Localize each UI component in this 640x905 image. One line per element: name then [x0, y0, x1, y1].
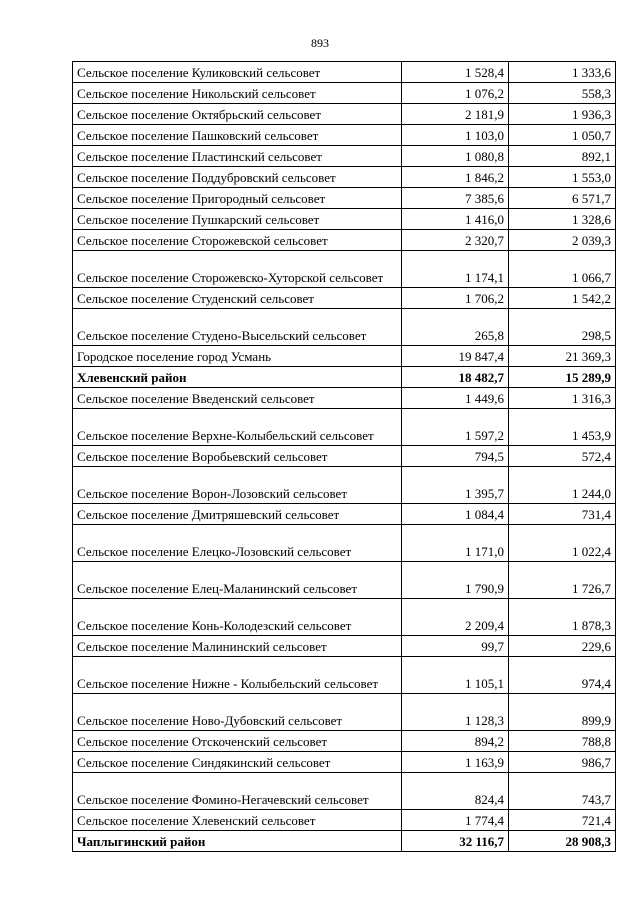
row-value-1-cell: 1 774,4: [402, 810, 509, 831]
row-value-2-cell: 1 726,7: [509, 562, 616, 599]
row-value-2-cell: 15 289,9: [509, 367, 616, 388]
row-name-cell: Сельское поселение Октябрьский сельсовет: [73, 104, 402, 125]
row-name-cell: Сельское поселение Студено-Высельский сельсовет: [73, 309, 402, 346]
row-value-1-cell: 894,2: [402, 731, 509, 752]
row-value-1-cell: 1 706,2: [402, 288, 509, 309]
page-number: 893: [311, 36, 329, 50]
row-value-2-cell: 788,8: [509, 731, 616, 752]
row-value-1-cell: 1 163,9: [402, 752, 509, 773]
budget-table: [72, 61, 616, 852]
row-value-1-cell: 2 209,4: [402, 599, 509, 636]
row-value-1-cell: 1 395,7: [402, 467, 509, 504]
table-row: [73, 446, 616, 467]
table-row: [73, 209, 616, 230]
row-name-cell: Сельское поселение Студенский сельсовет: [73, 288, 402, 309]
table-row: [73, 62, 616, 83]
row-name-cell: Сельское поселение Ново-Дубовский сельсовет: [73, 694, 402, 731]
row-name-cell: Чаплыгинский район: [73, 831, 402, 852]
row-name-cell: Сельское поселение Пластинский сельсовет: [73, 146, 402, 167]
row-value-2-cell: 229,6: [509, 636, 616, 657]
row-value-1-cell: 1 080,8: [402, 146, 509, 167]
row-value-1-cell: 824,4: [402, 773, 509, 810]
district-total-row: [73, 367, 616, 388]
row-value-1-cell: 1 174,1: [402, 251, 509, 288]
row-name-cell: Сельское поселение Малининский сельсовет: [73, 636, 402, 657]
table-row: [73, 773, 616, 810]
table-row: [73, 167, 616, 188]
row-value-2-cell: 1 936,3: [509, 104, 616, 125]
row-value-1-cell: 1 846,2: [402, 167, 509, 188]
table-row: [73, 467, 616, 504]
table-row: [73, 83, 616, 104]
row-value-1-cell: 1 076,2: [402, 83, 509, 104]
table-row: [73, 731, 616, 752]
row-value-2-cell: 1 878,3: [509, 599, 616, 636]
row-value-2-cell: 2 039,3: [509, 230, 616, 251]
row-value-1-cell: 32 116,7: [402, 831, 509, 852]
row-value-1-cell: 2 320,7: [402, 230, 509, 251]
table-row: [73, 562, 616, 599]
row-value-1-cell: 794,5: [402, 446, 509, 467]
row-name-cell: Городское поселение город Усмань: [73, 346, 402, 367]
row-value-2-cell: 1 328,6: [509, 209, 616, 230]
row-name-cell: Сельское поселение Фомино-Негачевский сельсовет: [73, 773, 402, 810]
row-value-1-cell: 1 128,3: [402, 694, 509, 731]
table-row: [73, 409, 616, 446]
row-value-2-cell: 1 022,4: [509, 525, 616, 562]
table-row: [73, 230, 616, 251]
row-value-2-cell: 558,3: [509, 83, 616, 104]
row-name-cell: Сельское поселение Синдякинский сельсовет: [73, 752, 402, 773]
row-value-1-cell: 1 449,6: [402, 388, 509, 409]
row-value-2-cell: 1 316,3: [509, 388, 616, 409]
row-value-1-cell: 99,7: [402, 636, 509, 657]
row-value-2-cell: 6 571,7: [509, 188, 616, 209]
table-row: [73, 810, 616, 831]
row-value-2-cell: 298,5: [509, 309, 616, 346]
row-name-cell: Сельское поселение Поддубровский сельсовет: [73, 167, 402, 188]
row-value-2-cell: 28 908,3: [509, 831, 616, 852]
row-value-1-cell: 7 385,6: [402, 188, 509, 209]
row-name-cell: Сельское поселение Отскоченский сельсовет: [73, 731, 402, 752]
row-name-cell: Сельское поселение Дмитряшевский сельсовет: [73, 504, 402, 525]
row-name-cell: Сельское поселение Куликовский сельсовет: [73, 62, 402, 83]
row-name-cell: Сельское поселение Воробьевский сельсовет: [73, 446, 402, 467]
table-row: [73, 251, 616, 288]
table-row: [73, 657, 616, 694]
row-value-2-cell: 892,1: [509, 146, 616, 167]
row-value-1-cell: 1 103,0: [402, 125, 509, 146]
row-value-2-cell: 731,4: [509, 504, 616, 525]
row-value-2-cell: 1 553,0: [509, 167, 616, 188]
row-value-1-cell: 1 171,0: [402, 525, 509, 562]
row-name-cell: Сельское поселение Никольский сельсовет: [73, 83, 402, 104]
row-value-2-cell: 1 050,7: [509, 125, 616, 146]
table-row: [73, 288, 616, 309]
row-value-2-cell: 899,9: [509, 694, 616, 731]
row-value-1-cell: 1 597,2: [402, 409, 509, 446]
row-value-1-cell: 19 847,4: [402, 346, 509, 367]
table-row: [73, 525, 616, 562]
table-row: [73, 146, 616, 167]
row-name-cell: Сельское поселение Ворон-Лозовский сельсовет: [73, 467, 402, 504]
table-row: [73, 599, 616, 636]
district-total-row: [73, 831, 616, 852]
table-row: [73, 752, 616, 773]
row-value-2-cell: 1 244,0: [509, 467, 616, 504]
row-value-1-cell: 1 528,4: [402, 62, 509, 83]
row-value-2-cell: 1 542,2: [509, 288, 616, 309]
row-name-cell: Сельское поселение Сторожевской сельсовет: [73, 230, 402, 251]
table-row: [73, 504, 616, 525]
row-value-2-cell: 986,7: [509, 752, 616, 773]
row-name-cell: Сельское поселение Пригородный сельсовет: [73, 188, 402, 209]
table-row: [73, 636, 616, 657]
row-name-cell: Сельское поселение Верхне-Колыбельский сельсовет: [73, 409, 402, 446]
row-name-cell: Сельское поселение Сторожевско-Хуторской сельсовет: [73, 251, 402, 288]
row-value-1-cell: 265,8: [402, 309, 509, 346]
row-name-cell: Хлевенский район: [73, 367, 402, 388]
table-row: [73, 188, 616, 209]
row-name-cell: Сельское поселение Елец-Маланинский сельсовет: [73, 562, 402, 599]
table-row: [73, 309, 616, 346]
row-value-2-cell: 743,7: [509, 773, 616, 810]
table-row: [73, 388, 616, 409]
row-value-2-cell: 1 453,9: [509, 409, 616, 446]
row-value-2-cell: 21 369,3: [509, 346, 616, 367]
table-body: [73, 62, 616, 852]
row-value-1-cell: 2 181,9: [402, 104, 509, 125]
table-row: [73, 104, 616, 125]
row-value-1-cell: 1 084,4: [402, 504, 509, 525]
row-value-2-cell: 572,4: [509, 446, 616, 467]
row-name-cell: Сельское поселение Елецко-Лозовский сельсовет: [73, 525, 402, 562]
row-value-1-cell: 1 790,9: [402, 562, 509, 599]
table-row: [73, 346, 616, 367]
row-name-cell: Сельское поселение Конь-Колодезский сельсовет: [73, 599, 402, 636]
row-value-2-cell: 974,4: [509, 657, 616, 694]
row-value-2-cell: 1 333,6: [509, 62, 616, 83]
row-name-cell: Сельское поселение Введенский сельсовет: [73, 388, 402, 409]
row-value-1-cell: 18 482,7: [402, 367, 509, 388]
row-value-1-cell: 1 105,1: [402, 657, 509, 694]
table-row: [73, 125, 616, 146]
row-name-cell: Сельское поселение Нижне - Колыбельский сельсовет: [73, 657, 402, 694]
row-name-cell: Сельское поселение Пашковский сельсовет: [73, 125, 402, 146]
row-value-1-cell: 1 416,0: [402, 209, 509, 230]
row-name-cell: Сельское поселение Пушкарский сельсовет: [73, 209, 402, 230]
row-value-2-cell: 721,4: [509, 810, 616, 831]
row-value-2-cell: 1 066,7: [509, 251, 616, 288]
row-name-cell: Сельское поселение Хлевенский сельсовет: [73, 810, 402, 831]
table-row: [73, 694, 616, 731]
